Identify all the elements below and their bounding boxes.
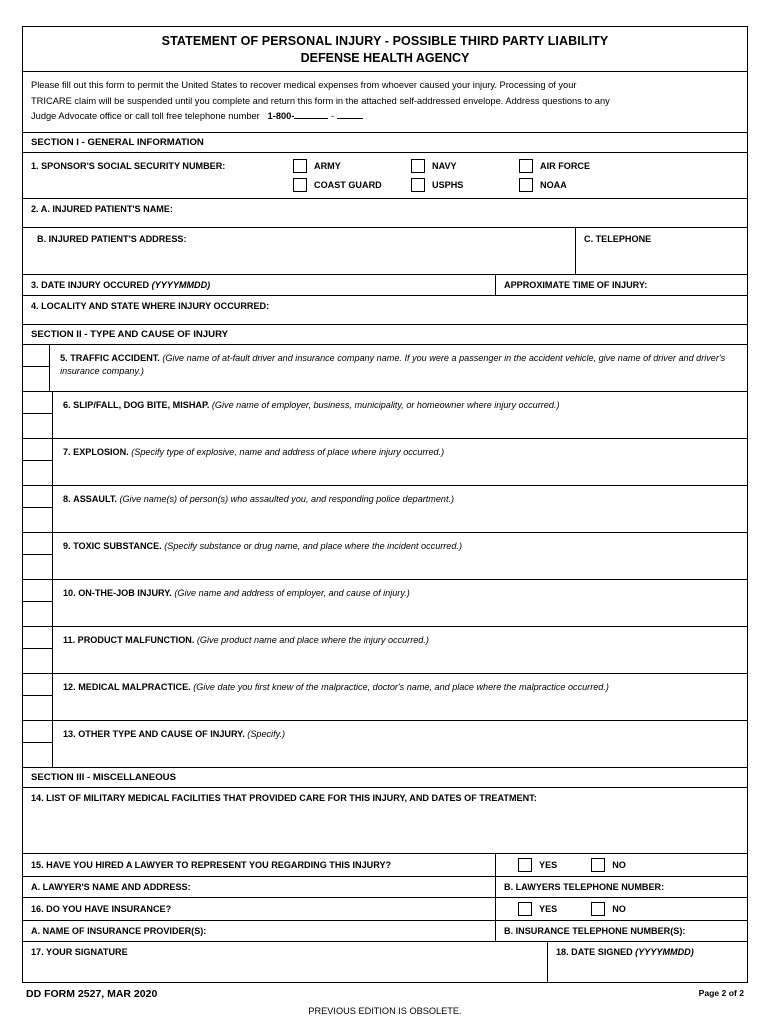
phone-dash: -: [331, 111, 335, 121]
injury-type-item: [23, 345, 747, 392]
checkbox-toxic-substance-icon[interactable]: [23, 533, 52, 555]
form-body: [22, 26, 748, 983]
item-10-title: ON-THE-JOB INJURY.: [78, 587, 172, 598]
date-injury-format: (YYYYMMDD): [151, 279, 211, 290]
injury-type-item: [23, 392, 747, 439]
lawyer-answer-yes[interactable]: [518, 858, 557, 872]
item-5-number: 5.: [60, 352, 68, 363]
item-5-hint: (Give name of at-fault driver and insurance company name. If you were a passenger in the accident vehicle, give name of driver and driver's insurance company.): [60, 352, 726, 376]
insurance-answer-group: [495, 898, 747, 920]
checkbox-product-malfunction-icon[interactable]: [23, 627, 52, 649]
insurance-provider-field[interactable]: A. NAME OF INSURANCE PROVIDER(S):: [31, 925, 207, 936]
checkbox-assault-icon[interactable]: [23, 486, 52, 508]
section-1-header: SECTION I - GENERAL INFORMATION: [23, 133, 747, 153]
signature-field[interactable]: 17. YOUR SIGNATURE: [31, 946, 128, 957]
service-label-army: ARMY: [314, 160, 341, 171]
insurance-answer-yes[interactable]: [518, 902, 557, 916]
item-8-title: ASSAULT.: [73, 493, 117, 504]
checkbox-army-icon[interactable]: [293, 159, 307, 173]
injury-type-item: [23, 674, 747, 721]
patient-telephone-field[interactable]: C. TELEPHONE: [575, 228, 747, 274]
injury-type-text: [53, 439, 747, 485]
instructions-line-3: [31, 109, 739, 125]
item-13-title: OTHER TYPE AND CAUSE OF INJURY.: [78, 728, 245, 739]
date-injury-field[interactable]: [23, 275, 495, 295]
injury-type-checkbox-column[interactable]: [23, 392, 53, 438]
service-label-air-force: AIR FORCE: [540, 160, 591, 171]
item-12-title: MEDICAL MALPRACTICE.: [78, 681, 191, 692]
approx-time-field[interactable]: APPROXIMATE TIME OF INJURY:: [495, 275, 747, 295]
section-2-header: SECTION II - TYPE AND CAUSE OF INJURY: [23, 324, 747, 345]
ssn-and-service-row: [23, 153, 747, 199]
item-11-number: 11.: [63, 634, 76, 645]
checkbox-medical-malpractice-icon[interactable]: [23, 674, 52, 696]
item-6-title: SLIP/FALL, DOG BITE, MISHAP.: [73, 399, 210, 410]
patient-address-telephone-row: [23, 228, 747, 275]
injury-type-checkbox-column[interactable]: [23, 439, 53, 485]
instructions-line-3-text: Judge Advocate office or call toll free telephone number: [31, 111, 260, 121]
checkbox-insurance-no-icon[interactable]: [591, 902, 605, 916]
service-label-coast-guard: COAST GUARD: [314, 179, 382, 190]
service-label-usphs: USPHS: [432, 179, 464, 190]
lawyer-question-label: 15. HAVE YOU HIRED A LAWYER TO REPRESENT YOU REGARDING THIS INJURY?: [31, 859, 392, 870]
form-title-line-2: DEFENSE HEALTH AGENCY: [300, 51, 470, 65]
checkbox-usphs-icon[interactable]: [411, 178, 425, 192]
patient-address-field[interactable]: B. INJURED PATIENT'S ADDRESS:: [37, 233, 187, 244]
insurance-answer-no[interactable]: [591, 902, 626, 916]
form-footer: [22, 988, 748, 1022]
date-signed-format: (YYYYMMDD): [635, 946, 694, 957]
form-number: DD FORM 2527, MAR 2020: [26, 987, 158, 1000]
item-6-number: 6.: [63, 399, 71, 410]
item-11-title: PRODUCT MALFUNCTION.: [77, 634, 195, 645]
instructions-line-1: Please fill out this form to permit the United States to recover medical expenses from whoever caused your injury. Processing of your: [31, 80, 577, 90]
item-13-number: 13.: [63, 728, 76, 739]
date-signed-field[interactable]: [547, 942, 747, 982]
injury-type-checkbox-column[interactable]: [23, 580, 53, 626]
lawyer-name-address-field[interactable]: A. LAWYER'S NAME AND ADDRESS:: [31, 881, 191, 892]
injury-type-checkbox-column[interactable]: [23, 486, 53, 532]
item-10-number: 10.: [63, 587, 76, 598]
checkbox-other-injury-icon[interactable]: [23, 721, 52, 743]
injury-type-checkbox-column[interactable]: [23, 345, 50, 391]
injury-type-checkbox-column[interactable]: [23, 674, 53, 720]
patient-name-field[interactable]: 2. A. INJURED PATIENT'S NAME:: [23, 199, 747, 228]
item-10-hint: (Give name and address of employer, and cause of injury.): [174, 587, 410, 598]
date-injury-label: 3. DATE INJURY OCCURED: [31, 279, 152, 290]
phone-blank-1: [294, 118, 328, 119]
checkbox-noaa-icon[interactable]: [519, 178, 533, 192]
item-8-number: 8.: [63, 493, 71, 504]
service-option-navy[interactable]: [411, 159, 519, 173]
checkbox-traffic-accident-icon[interactable]: [23, 345, 49, 367]
lawyer-question-row: [23, 854, 747, 877]
injury-type-text: [53, 392, 747, 438]
insurance-question-label: 16. DO YOU HAVE INSURANCE?: [31, 903, 172, 914]
instructions-line-2: TRICARE claim will be suspended until you complete and return this form in the attached self-addressed envelope. Address questions to any: [31, 95, 610, 106]
injury-type-text: [53, 721, 747, 767]
injury-type-item: [23, 580, 747, 627]
checkbox-air-force-icon[interactable]: [519, 159, 533, 173]
toll-free-phone-prefix: 1-800-: [267, 111, 295, 121]
insurance-question-row: [23, 898, 747, 921]
insurance-telephone-field[interactable]: B. INSURANCE TELEPHONE NUMBER(S):: [495, 921, 747, 941]
injury-type-text: [53, 580, 747, 626]
injury-type-item: [23, 439, 747, 486]
service-label-navy: NAVY: [432, 160, 457, 171]
date-signed-label: 18. DATE SIGNED: [556, 946, 636, 957]
phone-blank-2: [337, 118, 363, 119]
checkbox-insurance-yes-icon[interactable]: [518, 902, 532, 916]
form-title-line-1: STATEMENT OF PERSONAL INJURY - POSSIBLE THIRD PARTY LIABILITY: [161, 34, 609, 48]
item-13-hint: (Specify.): [247, 728, 286, 739]
checkbox-explosion-icon[interactable]: [23, 439, 52, 461]
service-option-coast-guard[interactable]: [293, 178, 411, 192]
injury-type-checkbox-column[interactable]: [23, 533, 53, 579]
item-9-number: 9.: [63, 540, 71, 551]
date-and-time-row: [23, 275, 747, 296]
checkbox-slip-fall-icon[interactable]: [23, 392, 52, 414]
ssn-label: 1. SPONSOR'S SOCIAL SECURITY NUMBER:: [31, 160, 226, 171]
instructions-paragraph: [23, 72, 747, 133]
signature-row: [23, 942, 747, 982]
injury-type-text: [53, 533, 747, 579]
injury-type-item: [23, 721, 747, 767]
checkbox-navy-icon[interactable]: [411, 159, 425, 173]
injury-type-item: [23, 627, 747, 674]
injury-type-text: [53, 486, 747, 532]
injury-type-checkbox-column[interactable]: [23, 721, 53, 767]
insurance-no-label: NO: [612, 903, 626, 914]
insurance-details-row: [23, 921, 747, 942]
page-number: Page 2 of 2: [698, 987, 744, 998]
lawyer-answer-no[interactable]: [591, 858, 626, 872]
injury-type-item: [23, 486, 747, 533]
injury-type-item: [23, 533, 747, 580]
service-label-noaa: NOAA: [540, 179, 567, 190]
injury-type-text: [50, 345, 747, 391]
lawyer-answer-group: [495, 854, 747, 876]
lawyer-details-row: [23, 877, 747, 898]
item-5-title: TRAFFIC ACCIDENT.: [70, 352, 160, 363]
service-option-noaa[interactable]: [519, 178, 639, 192]
lawyer-yes-label: YES: [539, 859, 558, 870]
item-9-title: TOXIC SUBSTANCE.: [73, 540, 162, 551]
item-7-title: EXPLOSION.: [73, 446, 129, 457]
item-8-hint: (Give name(s) of person(s) who assaulted you, and responding police department.): [119, 493, 455, 504]
item-7-number: 7.: [63, 446, 71, 457]
lawyer-no-label: NO: [612, 859, 626, 870]
checkbox-lawyer-yes-icon[interactable]: [518, 858, 532, 872]
checkbox-coast-guard-icon[interactable]: [293, 178, 307, 192]
item-6-hint: (Give name of employer, business, municipality, or homeowner where injury occurred.): [211, 399, 560, 410]
section-3-header: SECTION III - MISCELLANEOUS: [23, 767, 747, 788]
item-9-hint: (Specify substance or drug name, and place where the incident occurred.): [164, 540, 462, 551]
locality-field[interactable]: 4. LOCALITY AND STATE WHERE INJURY OCCURRED:: [31, 300, 270, 311]
item-7-hint: (Specify type of explosive, name and address of place where injury occurred.): [131, 446, 445, 457]
injury-type-checkbox-column[interactable]: [23, 627, 53, 673]
service-option-air-force[interactable]: [519, 159, 639, 173]
item-11-hint: (Give product name and place where the injury occurred.): [196, 634, 429, 645]
service-option-army[interactable]: [293, 159, 411, 173]
item-12-hint: (Give date you first knew of the malpractice, doctor's name, and place where the malpractice occurred.): [193, 681, 609, 692]
checkbox-on-the-job-injury-icon[interactable]: [23, 580, 52, 602]
checkbox-lawyer-no-icon[interactable]: [591, 858, 605, 872]
medical-facilities-field[interactable]: 14. LIST OF MILITARY MEDICAL FACILITIES THAT PROVIDED CARE FOR THIS INJURY, AND DATES OF TREATMENT:: [23, 788, 747, 854]
item-12-number: 12.: [63, 681, 76, 692]
previous-edition-note: PREVIOUS EDITION IS OBSOLETE.: [308, 1005, 462, 1016]
injury-type-text: [53, 627, 747, 673]
section-2-items: [23, 345, 747, 767]
service-branch-group: [293, 159, 639, 192]
service-option-usphs[interactable]: [411, 178, 519, 192]
insurance-yes-label: YES: [539, 903, 558, 914]
form-title: [23, 27, 747, 72]
lawyer-telephone-field[interactable]: B. LAWYERS TELEPHONE NUMBER:: [495, 877, 747, 897]
injury-type-text: [53, 674, 747, 720]
